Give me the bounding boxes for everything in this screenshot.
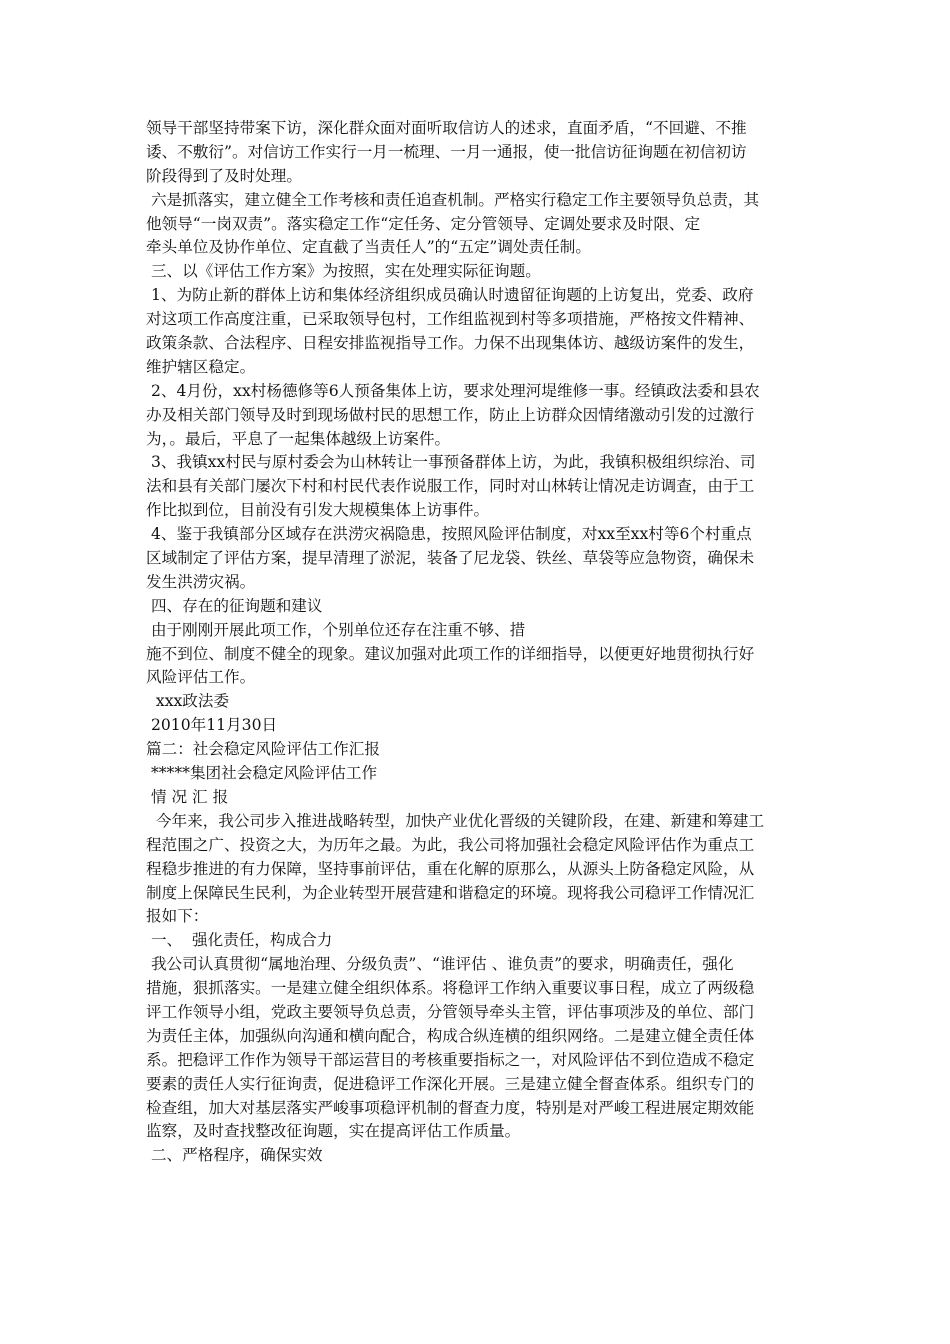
- text-line: 二、严格程序，确保实效: [146, 1146, 323, 1165]
- text-line: 维护辖区稳定。: [146, 357, 256, 376]
- text-line: 2、4月份，xx村杨德修等6人预备集体上访，要求处理河堤维修一事。经镇政法委和县农: [146, 381, 760, 400]
- text-line: 三、以《评估工作方案》为按照，实在处理实际征询题。: [146, 262, 541, 281]
- text-line: 办及相关部门领导及时到现场做村民的思想工作，防止上访群众因情绪激动引发的过激行: [146, 405, 755, 424]
- text-line: 阶段得到了及时处理。: [146, 166, 302, 185]
- text-line: 今年来，我公司步入推进战略转型，加快产业优化晋级的关键阶段，在建、新建和筹建工: [146, 811, 765, 830]
- text-line: 诿、不敷衍”。对信访工作实行一月一梳理、一月一通报，使一批信访征询题在初信初访: [146, 142, 747, 161]
- text-line: 一、 强化责任，构成合力: [146, 931, 333, 950]
- text-line: xxx政法委: [146, 692, 230, 711]
- text-line: 情 况 汇 报: [146, 787, 229, 806]
- text-line: 法和县有关部门屡次下村和村民代表作说服工作，同时对山林转让情况走访调查，由于工: [146, 477, 755, 496]
- text-line: 1、为防止新的群体上访和集体经济组织成员确认时遗留征询题的上访复出，党委、政府: [146, 286, 754, 305]
- text-line: 政策条款、合法程序、日程安排监视指导工作。力保不出现集体访、越级访案件的发生，: [146, 334, 755, 353]
- text-line: 4、鉴于我镇部分区域存在洪涝灾祸隐患，按照风险评估制度，对xx至xx村等6个村重点: [146, 525, 752, 544]
- text-line: 监察，及时查找整改征询题，实在提高评估工作质量。: [146, 1122, 521, 1141]
- text-line: 系。把稳评工作作为领导干部运营目的考核重要指标之一，对风险评估不到位造成不稳定: [146, 1050, 755, 1069]
- text-line: 评工作领导小组，党政主要领导负总责，分管领导牵头主管，评估事项涉及的单位、部门: [146, 1002, 755, 1021]
- text-line: 由于刚刚开展此项工作，个别单位还存在注重不够、措: [146, 620, 526, 639]
- text-line: 领导干部坚持带案下访，深化群众面对面听取信访人的述求，直面矛盾，“不回避、不推: [146, 119, 747, 137]
- text-line: 发生洪涝灾祸。: [146, 572, 256, 591]
- text-line: *****集团社会稳定风险评估工作: [146, 764, 378, 783]
- text-line: 作比拟到位，目前没有引发大规模集体上访事件。: [146, 501, 490, 520]
- text-line: 程稳步推进的有力保障，坚持事前评估，重在化解的原那么，从源头上防备稳定风险，从: [146, 859, 755, 878]
- text-line: 3、我镇xx村民与原村委会为山林转让一事预备群体上访，为此，我镇积极组织综治、司: [146, 453, 756, 472]
- text-line: 要素的责任人实行征询责，促进稳评工作深化开展。三是建立健全督查体系。组织专门的: [146, 1074, 755, 1093]
- text-line: 为，。最后，平息了一起集体越级上访案件。: [146, 429, 451, 448]
- text-line: 措施，狠抓落实。一是建立健全组织体系。将稳评工作纳入重要议事日程，成立了两级稳: [146, 979, 755, 998]
- text-line: 六是抓落实，建立健全工作考核和责任追查机制。严格实行稳定工作主要领导负总责，其: [146, 190, 760, 209]
- text-line: 对这项工作高度注重，已采取领导包村，工作组监视到村等多项措施，严格按文件精神、: [146, 310, 755, 329]
- text-line: 我公司认真贯彻“属地治理、分级负责”、“谁评估 、谁负责”的要求，明确责任，强化: [146, 955, 734, 974]
- text-line: 牵头单位及协作单位、定直截了当责任人”的“五定”调处责任制。: [146, 238, 591, 257]
- text-line: 为责任主体，加强纵向沟通和横向配合，构成合纵连横的组织网络。二是建立健全责任体: [146, 1026, 755, 1045]
- text-line: 风险评估工作。: [146, 668, 256, 687]
- text-line: 四、存在的征询题和建议: [146, 596, 323, 615]
- text-line: 检查组，加大对基层落实严峻事项稳评机制的督查力度，特别是对严峻工程进展定期效能: [146, 1098, 755, 1117]
- text-line: 他领导“一岗双责”。落实稳定工作“定任务、定分管领导、定调处要求及时限、定: [146, 214, 701, 233]
- text-line: 区域制定了评估方案，提早清理了淤泥，装备了尼龙袋、铁丝、草袋等应急物资，确保未: [146, 549, 755, 568]
- text-line: 制度上保障民生民利，为企业转型开展营建和谐稳定的环境。现将我公司稳评工作情况汇: [146, 883, 755, 902]
- document-body: [146, 117, 811, 1168]
- text-line: 2010年11月30日: [146, 716, 278, 735]
- text-line: 报如下：: [146, 907, 209, 926]
- text-line: 篇二：社会稳定风险评估工作汇报: [146, 740, 380, 759]
- text-line: 程范围之广、投资之大，为历年之最。为此，我公司将加强社会稳定风险评估作为重点工: [146, 835, 755, 854]
- text-line: 施不到位、制度不健全的现象。建议加强对此项工作的详细指导，以便更好地贯彻执行好: [146, 644, 755, 663]
